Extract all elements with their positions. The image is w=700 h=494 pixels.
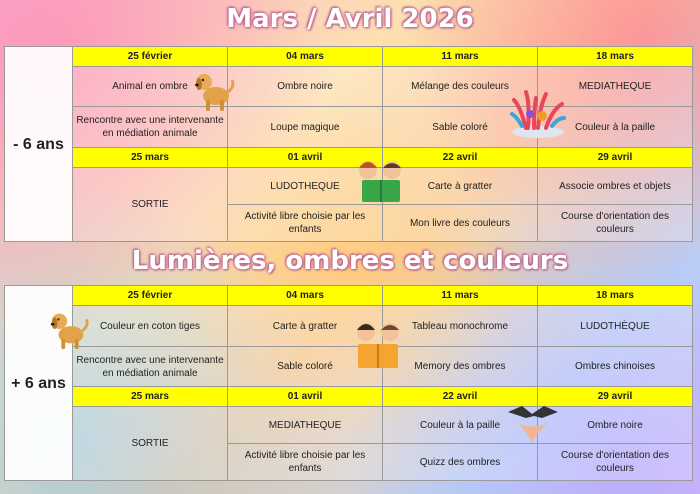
- schedule-table-over-6: [4, 285, 693, 481]
- activity-cell: Couleur à la paille: [383, 407, 538, 444]
- activity-cell: Ombre noire: [228, 67, 383, 107]
- activity-cell: Associe ombres et objets: [538, 168, 693, 205]
- activity-cell: LUDOTHEQUE: [228, 168, 383, 205]
- activity-cell: Course d'orientation des couleurs: [538, 205, 693, 242]
- sortie-cell: SORTIE: [73, 407, 228, 481]
- week-header: 29 avril: [538, 387, 693, 407]
- activity-cell: Rencontre avec une intervenante en médiation animale: [73, 107, 228, 148]
- week-header: 04 mars: [228, 47, 383, 67]
- activity-cell: MEDIATHEQUE: [538, 67, 693, 107]
- activity-cell: Quizz des ombres: [383, 444, 538, 481]
- week-header: 04 mars: [228, 286, 383, 306]
- activity-cell: Couleur en coton tiges: [73, 306, 228, 347]
- activity-cell: Carte à gratter: [228, 306, 383, 347]
- activity-cell: Memory des ombres: [383, 347, 538, 387]
- children-reading-icon: [352, 156, 410, 206]
- week-header: 18 mars: [538, 286, 693, 306]
- week-header: 01 avril: [228, 148, 383, 168]
- hand-shadow-bird-icon: [504, 402, 562, 444]
- activity-cell: Course d'orientation des couleurs: [538, 444, 693, 481]
- activity-cell: LUDOTHÈQUE: [538, 306, 693, 347]
- activity-cell: Mélange des couleurs: [383, 67, 538, 107]
- activity-cell: Sable coloré: [383, 107, 538, 148]
- week-header: 22 avril: [383, 387, 538, 407]
- page-title: Mars / Avril 2026: [226, 4, 474, 34]
- coral-icon: [506, 86, 570, 140]
- week-header: 22 avril: [383, 148, 538, 168]
- activity-cell: Rencontre avec une intervenante en médiation animale: [73, 347, 228, 387]
- week-header: 25 mars: [73, 387, 228, 407]
- age-group-label: - 6 ans: [5, 47, 73, 242]
- dog-icon: [190, 66, 238, 114]
- schedule-table-under-6: [4, 46, 693, 242]
- activity-cell: Ombres chinoises: [538, 347, 693, 387]
- dog-icon: [46, 306, 92, 352]
- activity-cell: Loupe magique: [228, 107, 383, 148]
- age-group-label: + 6 ans: [5, 286, 73, 481]
- activity-cell: MEDIATHEQUE: [228, 407, 383, 444]
- activity-cell: Tableau monochrome: [383, 306, 538, 347]
- activity-cell: Ombre noire: [538, 407, 693, 444]
- week-header: 29 avril: [538, 148, 693, 168]
- activity-cell: Mon livre des couleurs: [383, 205, 538, 242]
- week-header: 25 février: [73, 47, 228, 67]
- week-header: 11 mars: [383, 47, 538, 67]
- activity-cell: Couleur à la paille: [538, 107, 693, 148]
- sortie-cell: SORTIE: [73, 168, 228, 242]
- activity-cell: Activité libre choisie par les enfants: [228, 205, 383, 242]
- week-header: 01 avril: [228, 387, 383, 407]
- week-header: 11 mars: [383, 286, 538, 306]
- week-header: 18 mars: [538, 47, 693, 67]
- activity-cell: Animal en ombre: [73, 67, 228, 107]
- section-subtitle: Lumières, ombres et couleurs: [131, 246, 569, 276]
- children-reading-icon: [350, 318, 406, 372]
- week-header: 25 mars: [73, 148, 228, 168]
- week-header: 25 février: [73, 286, 228, 306]
- activity-cell: Carte à gratter: [383, 168, 538, 205]
- activity-cell: Activité libre choisie par les enfants: [228, 444, 383, 481]
- activity-cell: Sable coloré: [228, 347, 383, 387]
